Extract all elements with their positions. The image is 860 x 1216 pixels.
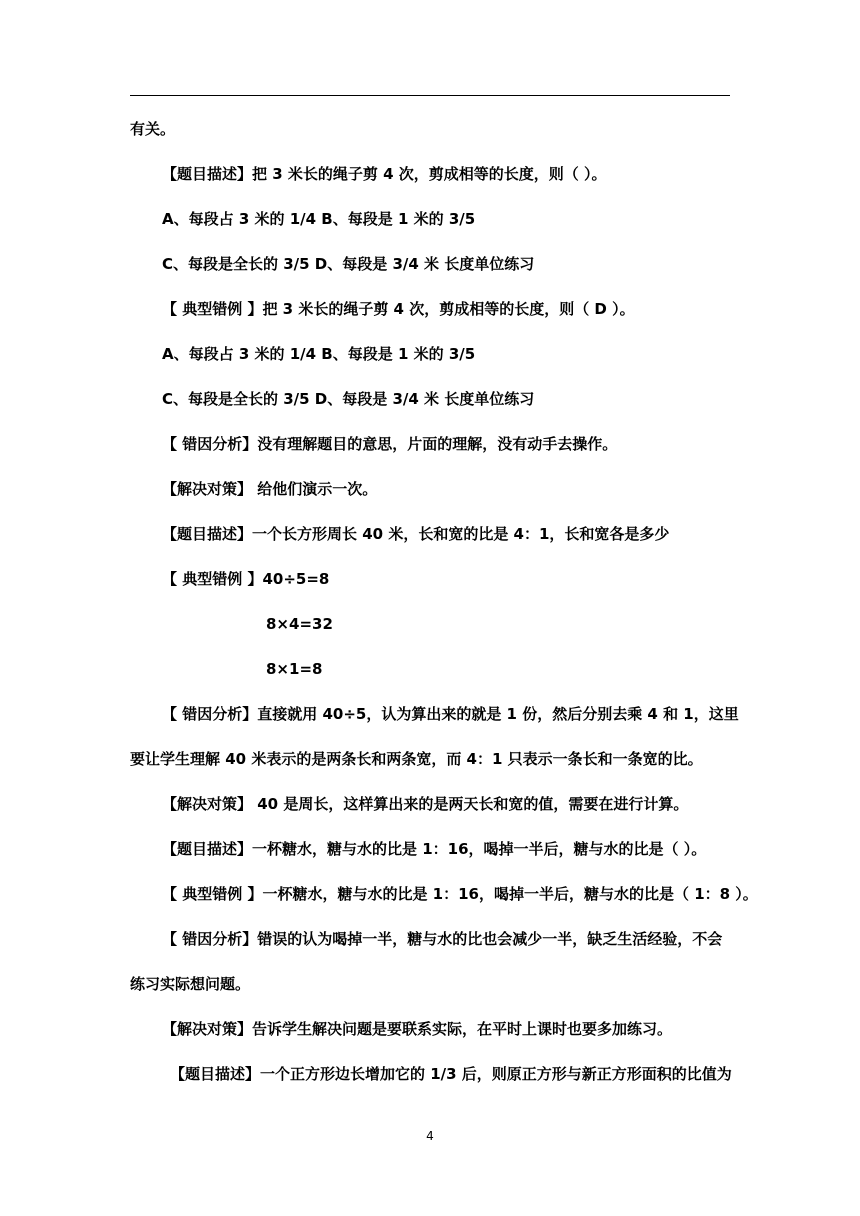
text-line: 【解决对策】 给他们演示一次。 <box>162 480 378 498</box>
text-line: A、每段占 3 米的 1/4 B、每段是 1 米的 3/5 <box>162 210 476 228</box>
text-line: 要让学生理解 40 米表示的是两条长和两条宽，而 4：1 只表示一条长和一条宽的比。 <box>130 750 703 768</box>
text-line: 8×1=8 <box>266 660 323 678</box>
text-line: 【 错因分析】直接就用 40÷5，认为算出来的就是 1 份，然后分别去乘 4 和 1，这里 <box>162 705 739 723</box>
text-line: C、每段是全长的 3/5 D、每段是 3/4 米 长度单位练习 <box>162 255 535 273</box>
text-line: 【 错因分析】错误的认为喝掉一半，糖与水的比也会减少一半，缺乏生活经验，不会 <box>162 930 723 948</box>
text-line: 【 典型错例 】把 3 米长的绳子剪 4 次，剪成相等的长度，则（ D ）。 <box>162 300 635 318</box>
text-line: 【 典型错例 】40÷5=8 <box>162 570 330 588</box>
text-line: C、每段是全长的 3/5 D、每段是 3/4 米 长度单位练习 <box>162 390 535 408</box>
text-line: 【题目描述】一杯糖水，糖与水的比是 1：16，喝掉一半后，糖与水的比是（ ）。 <box>162 840 707 858</box>
text-line: 【题目描述】把 3 米长的绳子剪 4 次，剪成相等的长度，则（ ）。 <box>162 165 607 183</box>
text-line: 【解决对策】 40 是周长，这样算出来的是两天长和宽的值，需要在进行计算。 <box>162 795 689 813</box>
header-rule <box>130 95 730 96</box>
text-line: 练习实际想问题。 <box>130 975 251 993</box>
text-line: 有关。 <box>130 120 176 138</box>
text-line: 【解决对策】告诉学生解决问题是要联系实际，在平时上课时也要多加练习。 <box>162 1020 673 1038</box>
page-number: 4 <box>426 1129 434 1143</box>
text-line: 【题目描述】一个正方形边长增加它的 1/3 后，则原正方形与新正方形面积的比值为 <box>170 1065 732 1083</box>
text-line: A、每段占 3 米的 1/4 B、每段是 1 米的 3/5 <box>162 345 476 363</box>
text-line: 8×4=32 <box>266 615 333 633</box>
text-line: 【 错因分析】没有理解题目的意思，片面的理解，没有动手去操作。 <box>162 435 618 453</box>
text-line: 【题目描述】一个长方形周长 40 米，长和宽的比是 4：1，长和宽各是多少 <box>162 525 670 543</box>
text-line: 【 典型错例 】一杯糖水，糖与水的比是 1：16，喝掉一半后，糖与水的比是（ 1：8 ）。 <box>162 885 758 903</box>
